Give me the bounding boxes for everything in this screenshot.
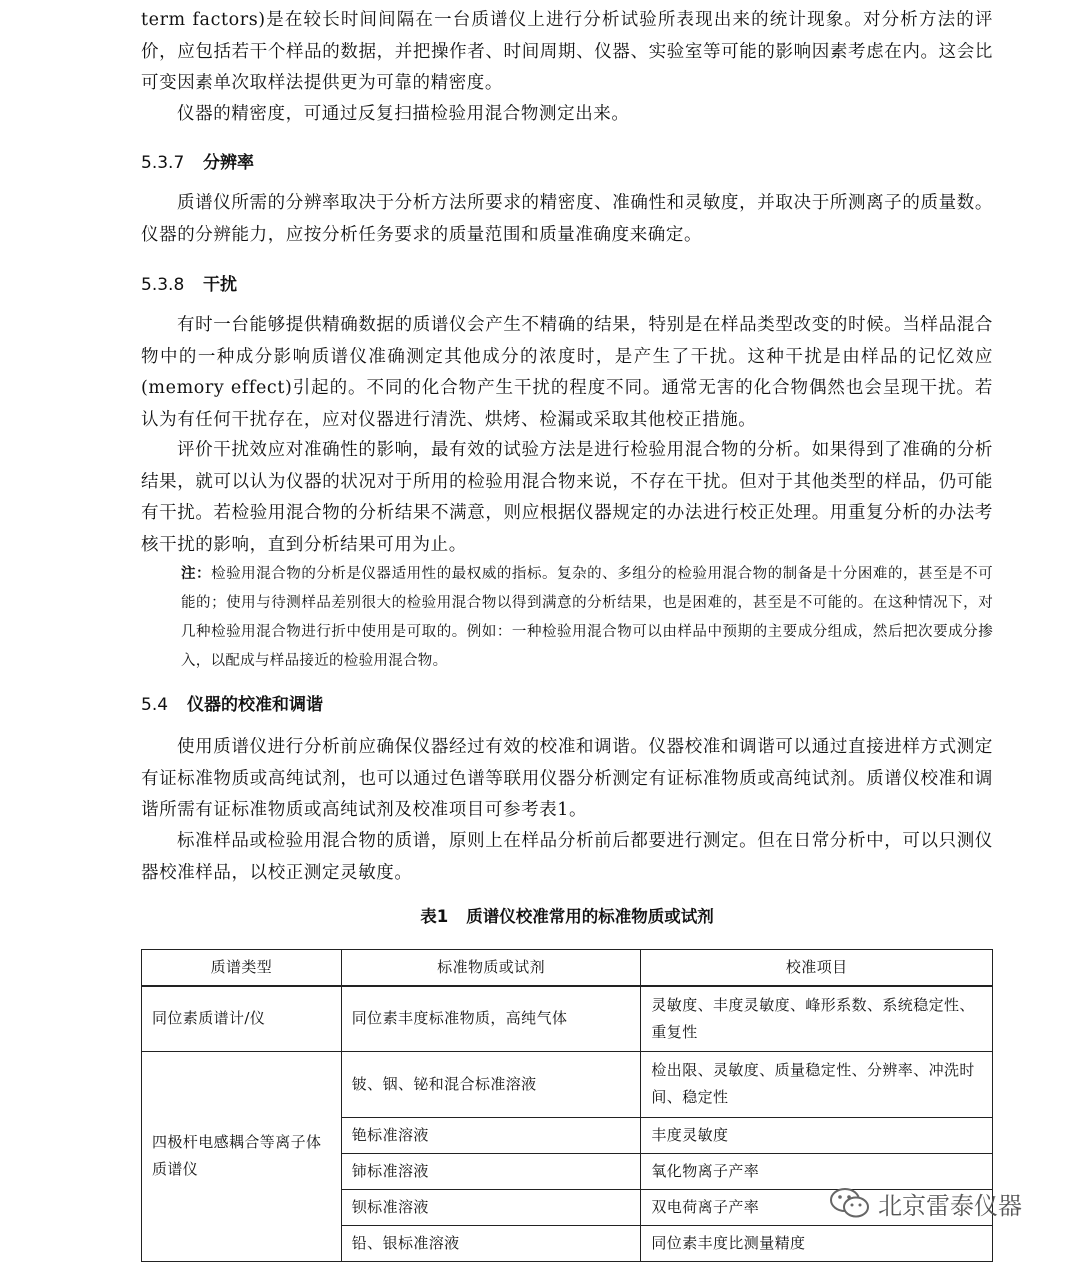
paragraph-precision-cont: term factors)是在较长时间间隔在一台质谱仪上进行分析试验所表现出来的统计现象。对分析方法的评价，应包括若干个样品的数据，并把操作者、时间周期、仪器、实验室等可能的影响因素考虑在内。这会比可变因素单次取样法提供更为可靠的精密度。	[141, 10, 993, 93]
paragraph-standard-samples: 标准样品或检验用混合物的质谱，原则上在样品分析前后都要进行测定。但在日常分析中，可以只测仪器校准样品，以校正测定灵敏度。	[141, 831, 993, 883]
paragraph-instrument-precision: 仪器的精密度，可通过反复扫描检验用混合物测定出来。	[177, 104, 630, 124]
cell-material: 铈标准溶液	[341, 1153, 641, 1189]
cell-items: 灵敏度、丰度灵敏度、峰形系数、系统稳定性、重复性	[641, 986, 993, 1051]
paragraph-calibration: 使用质谱仪进行分析前应确保仪器经过有效的校准和调谐。仪器校准和调谐可以通过直接进样方式测定有证标准物质或高纯试剂，也可以通过色谱等联用仪器分析测定有证标准物质或高纯试剂。质谱仪校准和调谐所需有证标准物质或高纯试剂及校准项目可参考表1。	[141, 737, 993, 820]
table-number: 表1	[420, 907, 449, 926]
cell-items: 双电荷离子产率	[641, 1189, 993, 1225]
paragraph-resolution: 质谱仪所需的分辨率取决于分析方法所要求的精密度、准确性和灵敏度，并取决于所测离子的质量数。仪器的分辨能力，应按分析任务要求的质量范围和质量准确度来确定。	[141, 193, 993, 245]
table-title: 质谱仪校准常用的标准物质或试剂	[466, 907, 714, 926]
table-row	[142, 986, 993, 1051]
wechat-icon	[828, 1186, 872, 1220]
note-label: 注：	[181, 566, 212, 582]
section-title: 仪器的校准和调谐	[187, 695, 323, 715]
cell-items: 同位素丰度比测量精度	[641, 1225, 993, 1261]
section-heading-5-3-7	[141, 148, 254, 173]
cell-ms-type: 四极杆电感耦合等离子体质谱仪	[142, 1051, 342, 1261]
paragraph-interference: 有时一台能够提供精确数据的质谱仪会产生不精确的结果，特别是在样品类型改变的时候。当样品混合物中的一种成分影响质谱仪准确测定其他成分的浓度时，是产生了干扰。这种干扰是由样品的记忆效应(memory effect)引起的。不同的化合物产生干扰的程度不同。通常无害的化合物偶然也会呈现干扰。若认为有任何干扰存在，应对仪器进行清洗、烘烤、检漏或采取其他校正措施。	[141, 315, 993, 430]
note-block	[181, 560, 993, 676]
cell-items: 丰度灵敏度	[641, 1117, 993, 1153]
cell-material: 铯标准溶液	[341, 1117, 641, 1153]
cell-material: 铅、银标准溶液	[341, 1225, 641, 1261]
cell-material: 铍、铟、铋和混合标准溶液	[341, 1051, 641, 1117]
section-number: 5.3.7	[141, 153, 185, 173]
header-ms-type: 质谱类型	[142, 950, 342, 987]
paragraph-interference-evaluation: 评价干扰效应对准确性的影响，最有效的试验方法是进行检验用混合物的分析。如果得到了准确的分析结果，就可以认为仪器的状况对于所用的检验用混合物来说，不存在干扰。但对于其他类型的样品，仍可能有干扰。若检验用混合物的分析结果不满意，则应根据仪器规定的办法进行校正处理。用重复分析的办法考核干扰的影响，直到分析结果可用为止。	[141, 440, 993, 555]
section-number: 5.3.8	[141, 275, 185, 295]
cell-material: 钡标准溶液	[341, 1189, 641, 1225]
section-title: 干扰	[203, 275, 237, 295]
header-calibration-items: 校准项目	[641, 950, 993, 987]
header-standard-material: 标准物质或试剂	[341, 950, 641, 987]
note-text: 检验用混合物的分析是仪器适用性的最权威的指标。复杂的、多组分的检验用混合物的制备是十分困难的，甚至是不可能的；使用与待测样品差别很大的检验用混合物以得到满意的分析结果，也是困难的，甚至是不可能的。在这种情况下，对几种检验用混合物进行折中使用是可取的。例如：一种检验用混合物可以由样品中预期的主要成分组成，然后把次要成分掺入，以配成与样品接近的检验用混合物。	[181, 566, 993, 669]
table-caption	[141, 903, 993, 927]
section-heading-5-3-8	[141, 270, 237, 295]
section-heading-5-4	[141, 690, 323, 715]
section-title: 分辨率	[203, 153, 254, 173]
cell-material: 同位素丰度标准物质，高纯气体	[341, 986, 641, 1051]
cell-ms-type: 同位素质谱计/仪	[142, 986, 342, 1051]
table-header-row	[142, 950, 993, 987]
watermark-text: 北京雷泰仪器	[878, 1191, 1022, 1220]
watermark	[828, 1183, 1022, 1223]
cell-items: 氧化物离子产率	[641, 1153, 993, 1189]
section-number: 5.4	[141, 695, 169, 715]
table-row	[142, 1051, 993, 1117]
cell-items: 检出限、灵敏度、质量稳定性、分辨率、冲洗时间、稳定性	[641, 1051, 993, 1117]
